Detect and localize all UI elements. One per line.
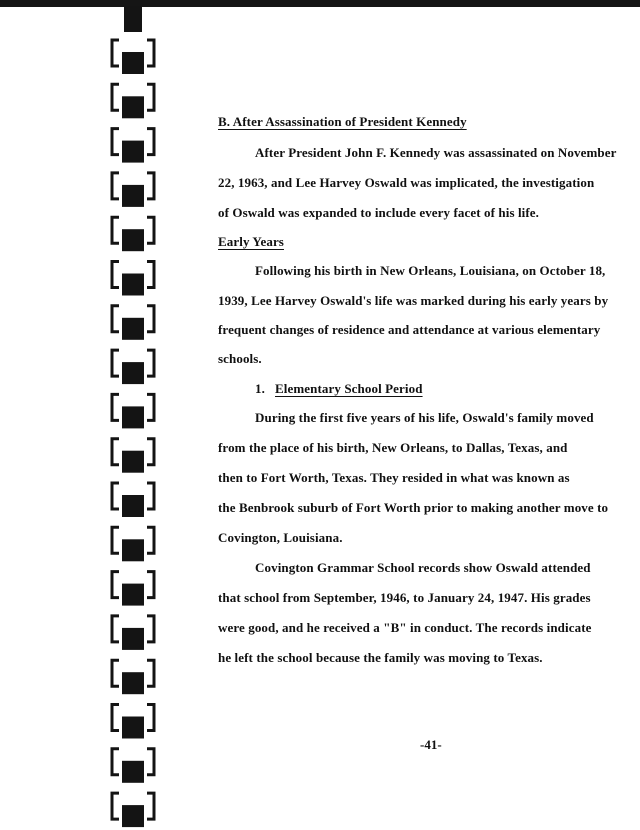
binding-ring-right xyxy=(147,40,154,66)
binding-ring-left xyxy=(112,40,119,66)
binding-ring xyxy=(122,318,144,340)
binding-ring xyxy=(122,628,144,650)
binding-ring-right xyxy=(147,616,154,642)
intro-line: of Oswald was expanded to include every facet of his life. xyxy=(218,205,540,220)
elementary-line: During the first five years of his life, Oswald's family moved xyxy=(255,410,594,425)
early-years-line: Following his birth in New Orleans, Louisiana, on October 18, xyxy=(255,263,606,278)
binding-ring-right xyxy=(147,84,154,110)
binding-ring xyxy=(122,185,144,207)
binding-ring-left xyxy=(112,527,119,553)
binding-ring xyxy=(122,761,144,783)
elementary-line: from the place of his birth, New Orleans, to Dallas, Texas, and xyxy=(218,440,568,455)
binding-ring-right xyxy=(147,350,154,376)
binding-ring-right xyxy=(147,439,154,465)
binding-ring-right xyxy=(147,306,154,332)
binding-ring-left xyxy=(112,439,119,465)
binding-ring xyxy=(122,451,144,473)
binding-ring-left xyxy=(112,306,119,332)
binding-ring-right xyxy=(147,217,154,243)
binding-ring-right xyxy=(147,262,154,288)
page-number: -41- xyxy=(420,737,442,752)
binding-ring-left xyxy=(112,660,119,686)
binding-ring-right xyxy=(147,749,154,775)
covington-line: Covington Grammar School records show Oswald attended xyxy=(255,560,591,575)
spiral-binding xyxy=(105,0,165,830)
binding-ring-left xyxy=(112,793,119,819)
early-years-line: 1939, Lee Harvey Oswald's life was marked during his early years by xyxy=(218,293,609,308)
binding-ring-right xyxy=(147,129,154,155)
binding-ring-right xyxy=(147,527,154,553)
early-years-line: schools. xyxy=(218,351,262,366)
intro-line: After President John F. Kennedy was assassinated on November xyxy=(255,145,617,160)
binding-ring-left xyxy=(112,217,119,243)
binding-ring-left xyxy=(112,350,119,376)
section-heading: B. After Assassination of President Kennedy xyxy=(218,114,467,129)
covington-line: he left the school because the family was moving to Texas. xyxy=(218,650,543,665)
elementary-line: Covington, Louisiana. xyxy=(218,530,343,545)
subsection-title: Elementary School Period xyxy=(275,381,423,396)
binding-ring xyxy=(122,141,144,163)
binding-ring-left xyxy=(112,705,119,731)
binding-ring xyxy=(122,717,144,739)
binding-ring xyxy=(122,495,144,517)
binding-ring-left xyxy=(112,483,119,509)
binding-ring xyxy=(122,229,144,251)
binding-ring-left xyxy=(112,84,119,110)
binding-ring-right xyxy=(147,572,154,598)
early-years-heading: Early Years xyxy=(218,234,284,249)
binding-ring xyxy=(122,274,144,296)
binding-ring-left xyxy=(112,572,119,598)
binding-ring-right xyxy=(147,394,154,420)
binding-ring-right xyxy=(147,483,154,509)
binding-ring-right xyxy=(147,660,154,686)
subsection-number: 1. xyxy=(255,381,265,396)
binding-ring-right xyxy=(147,793,154,819)
subsection-heading xyxy=(255,381,423,397)
binding-ring-right xyxy=(147,705,154,731)
binding-spine xyxy=(124,6,142,32)
binding-ring-left xyxy=(112,616,119,642)
binding-ring xyxy=(122,52,144,74)
binding-ring-left xyxy=(112,262,119,288)
binding-ring-left xyxy=(112,394,119,420)
early-years-line: frequent changes of residence and attendance at various elementary xyxy=(218,322,601,337)
binding-ring xyxy=(122,406,144,428)
binding-ring xyxy=(122,362,144,384)
covington-line: were good, and he received a "B" in conduct. The records indicate xyxy=(218,620,592,635)
binding-ring-left xyxy=(112,749,119,775)
binding-ring xyxy=(122,672,144,694)
elementary-line: then to Fort Worth, Texas. They resided in what was known as xyxy=(218,470,570,485)
binding-ring xyxy=(122,539,144,561)
intro-line: 22, 1963, and Lee Harvey Oswald was implicated, the investigation xyxy=(218,175,595,190)
covington-line: that school from September, 1946, to January 24, 1947. His grades xyxy=(218,590,591,605)
binding-ring xyxy=(122,584,144,606)
binding-ring-right xyxy=(147,173,154,199)
elementary-line: the Benbrook suburb of Fort Worth prior to making another move to xyxy=(218,500,609,515)
binding-ring xyxy=(122,96,144,118)
binding-ring-left xyxy=(112,173,119,199)
binding-ring xyxy=(122,805,144,827)
binding-ring-left xyxy=(112,129,119,155)
top-rule xyxy=(0,0,640,7)
